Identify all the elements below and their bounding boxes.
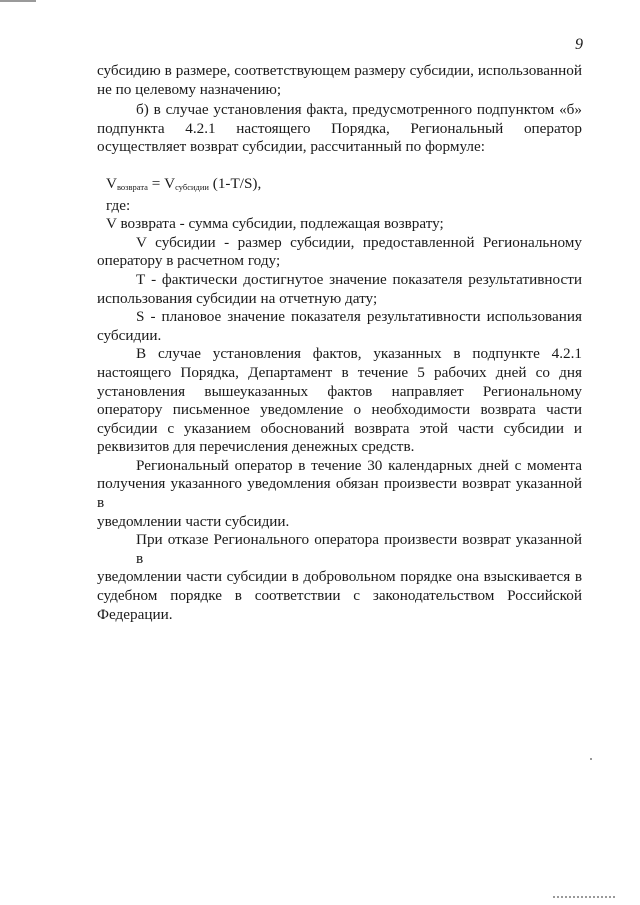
formula-subscript-right: субсидии	[175, 181, 209, 192]
definition-v-vozvrata: V возврата - сумма субсидии, подлежащая возврату;	[106, 215, 444, 233]
text-line: субсидию в размере, соответствующем размеру субсидии, использованной	[97, 62, 582, 79]
paragraph-subpoint-b	[97, 101, 582, 157]
text-line: При отказе Регионального оператора произвести возврат указанной в	[136, 531, 582, 567]
definition-s: S - плановое значение показателя результативности использования	[136, 308, 582, 326]
where-label-block	[97, 197, 582, 216]
refund-formula	[97, 175, 582, 197]
text-line: настоящего Порядка, Департамент в течение 5 рабочих дней со дня	[97, 363, 582, 381]
paragraph-regional-operator-refund	[97, 457, 582, 531]
formula-v-right: V	[164, 174, 176, 192]
formula-rest: (1-T/S),	[208, 174, 262, 192]
text-line: б) в случае установления факта, предусмотренного подпунктом «б»	[136, 101, 582, 119]
page-number: 9	[575, 36, 583, 53]
definitions-list	[97, 215, 582, 345]
text-line: В случае установления фактов, указанных в подпункте 4.2.1	[136, 345, 582, 363]
text-line: использования субсидии на отчетную дату;	[97, 289, 378, 307]
text-line: осуществляет возврат субсидии, рассчитанный по формуле:	[97, 138, 485, 156]
text-line: оператору письменное уведомление о необходимости возврата части	[97, 401, 582, 419]
definition-v-subsidii: V субсидии - размер субсидии, предоставленной Региональному	[136, 233, 582, 251]
formula-equals: =	[147, 174, 165, 192]
text-line: установления вышеуказанных фактов направляет Региональному	[97, 382, 582, 400]
formula-v-left: V	[106, 174, 117, 192]
definition-t: Т - фактически достигнутое значение показателя результативности	[136, 270, 582, 288]
text-line: оператору в расчетном году;	[97, 252, 281, 270]
text-line: уведомлении части субсидии в добровольном порядке она взыскивается в	[97, 568, 582, 586]
text-line: уведомлении части субсидии.	[97, 512, 290, 530]
text-line: подпункта 4.2.1 настоящего Порядка, Региональный оператор	[97, 119, 582, 137]
text-line: реквизитов для перечисления денежных средств.	[97, 438, 415, 456]
text-line: Федерации.	[97, 605, 173, 623]
scan-edge-mark	[0, 0, 36, 2]
text-line: субсидии.	[97, 326, 162, 344]
scan-speck	[590, 758, 592, 760]
paragraph-refusal	[97, 531, 582, 624]
scan-footer-marks	[553, 896, 615, 898]
text-line: не по целевому назначению;	[97, 80, 282, 98]
document-body	[97, 62, 582, 624]
text-line: Региональный оператор в течение 30 календарных дней с момента	[136, 456, 582, 474]
text-line: судебном порядке в соответствии с законодательством Российской	[97, 587, 582, 605]
paragraph-continuation	[97, 62, 582, 99]
text-line: субсидии с указанием обоснований возврата этой части субсидии и	[97, 419, 582, 437]
where-label: где:	[106, 196, 131, 214]
text-line: получения указанного уведомления обязан произвести возврат указанной в	[97, 475, 582, 512]
paragraph-department-notice	[97, 345, 582, 457]
formula-subscript-left: возврата	[116, 181, 148, 192]
